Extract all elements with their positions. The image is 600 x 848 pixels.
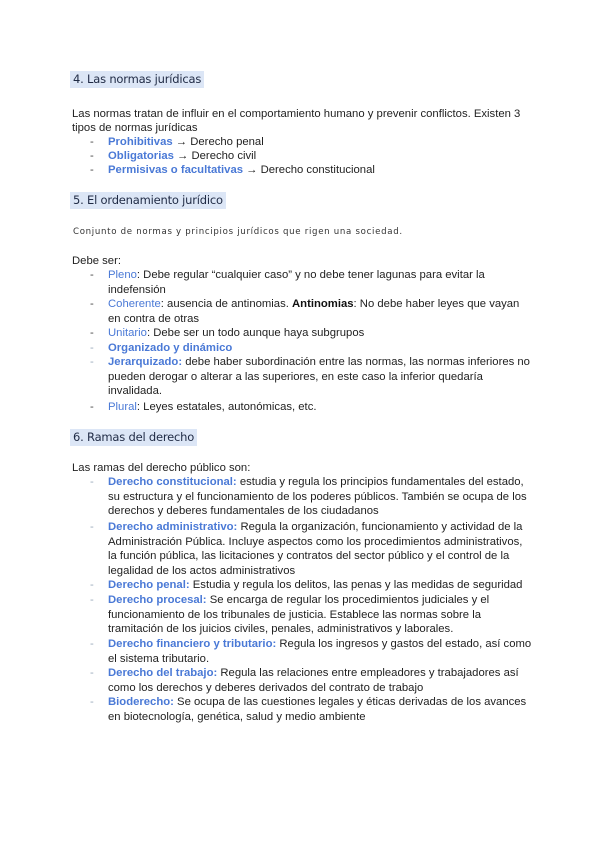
- bullet-dash: -: [90, 342, 94, 354]
- sec4-intro-line-1: Las normas tratan de influir en el comportamiento humano y prevenir conflictos. Existen 3: [72, 108, 521, 120]
- bullet-dash: -: [90, 667, 94, 679]
- section-heading-6: 6. Ramas del derecho: [70, 429, 197, 446]
- section-heading-5: 5. El ordenamiento jurídico: [70, 192, 226, 209]
- bullet-dash: -: [90, 136, 94, 148]
- bullet-dash: -: [90, 298, 94, 310]
- bullet-dash: -: [90, 638, 94, 650]
- sec4-intro-line-2: tipos de normas jurídicas: [72, 122, 198, 134]
- bullet-dash: -: [90, 164, 94, 176]
- document-page: 4. Las normas jurídicas Las normas tratan de influir en el comportamiento humano y prevenir conflictos. Existen 3 tipos de normas jurídicas - Prohibitivas → Derecho penal - Obligatorias → Derecho civil - Permisivas o facultativas → Derecho constitucional 5. El ordenamiento jurídico Conjunto de normas y principios jurídicos que rigen una sociedad. Debe ser: - Pleno: Debe regular “cualquier caso” y no debe tener lagunas para evitar la indefensión - Coherente: ausencia de antinomias. Antinomias: No debe haber leyes que vayan en contra de otras - Unitario: Debe ser un todo aunque haya subgrupos - Organizado y dinámico - Jerarquizado: debe haber subordinación entre las normas, las normas inferiores no pueden derogar o alterar a las superiores, en este caso la inferior quedaría invalidada. - Plural: Leyes estatales, autonómicas, etc. 6. Ramas del derecho Las ramas del derecho público son: - Derecho constitucional: estudia y regula los principios fundamentales del estado, su estructura y el funcionamiento de los poderes públicos. También se ocupa de los derechos y deberes fundamentales de los ciudadanos - Derecho administrativo: Regula la organización, funcionamiento y actividad de la Administración Pública. Incluye aspectos como los procedimientos administrativos, la función pública, las licitaciones y contratos del sector público y el control de la legalidad de los actos administrativos - Derecho penal: Estudia y regula los delitos, las penas y las medidas de seguridad - Derecho procesal: Se encarga de regular los procedimientos judiciales y el funcionamiento de los tribunales de justicia. Establece las normas sobre la tramitación de los juicios civiles, penales, administrativos y laborales. - Derecho financiero y tributario: Regula los ingresos y gastos del estado, así como el sistema tributario. - Derecho del trabajo: Regula las relaciones entre empleadores y trabajadores así como los derechos y deberes derivados del contrato de trabajo - Bioderecho: Se ocupa de las cuestiones legales y éticas derivadas de los avances en biotecnología, genética, salud y medio ambiente: [72, 72, 532, 723]
- section-heading-4: 4. Las normas jurídicas: [70, 71, 204, 88]
- bullet-dash: -: [90, 521, 94, 533]
- bullet-dash: -: [90, 696, 94, 708]
- bullet-dash: -: [90, 476, 94, 488]
- bullet-dash: -: [90, 269, 94, 281]
- sec6-intro: Las ramas del derecho público son:: [72, 462, 251, 474]
- sec5-definition: Conjunto de normas y principios jurídicos que rigen una sociedad.: [73, 227, 403, 237]
- bullet-dash: -: [90, 579, 94, 591]
- bullet-dash: -: [90, 150, 94, 162]
- bullet-dash: -: [90, 356, 94, 368]
- bullet-dash: -: [90, 594, 94, 606]
- bullet-dash: -: [90, 401, 94, 413]
- bullet-dash: -: [90, 327, 94, 339]
- sec5-debe-ser: Debe ser:: [72, 255, 121, 267]
